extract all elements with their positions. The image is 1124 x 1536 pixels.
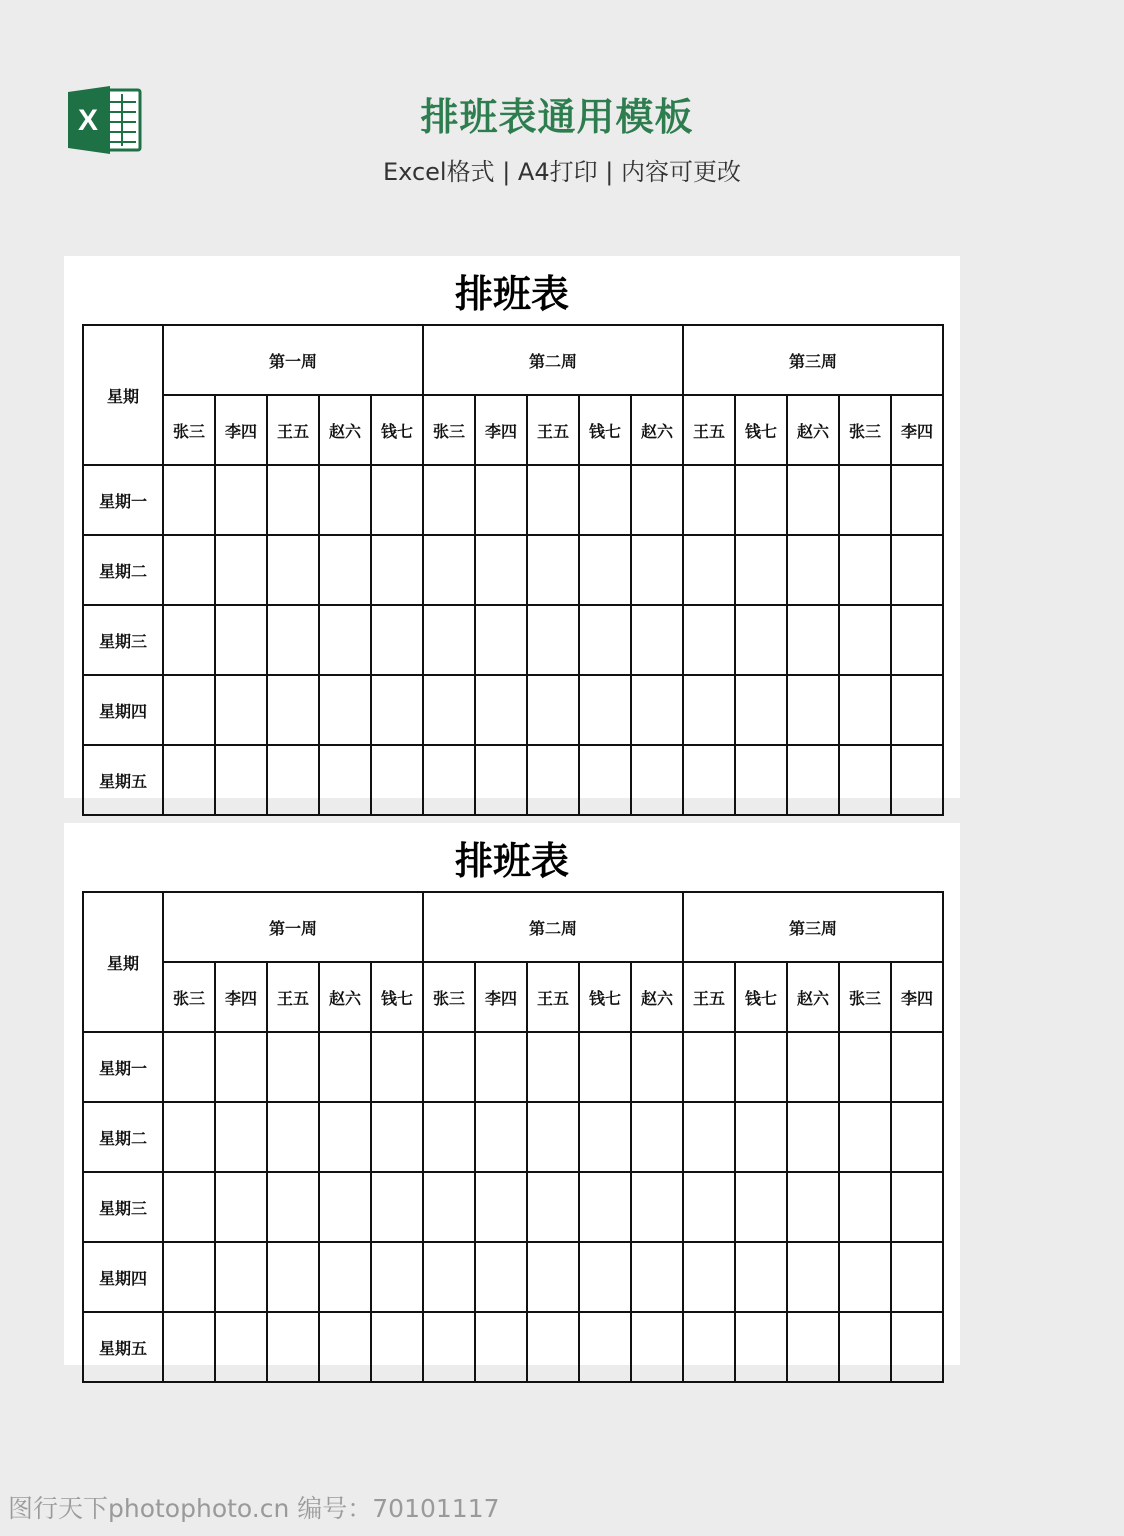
shift-cell[interactable] (267, 1172, 319, 1242)
shift-cell[interactable] (215, 1242, 267, 1312)
shift-cell[interactable] (891, 1242, 943, 1312)
shift-cell[interactable] (527, 1312, 579, 1382)
shift-cell[interactable] (683, 605, 735, 675)
shift-cell[interactable] (163, 465, 215, 535)
shift-cell[interactable] (475, 535, 527, 605)
staff-name-header: 张三 (839, 962, 891, 1032)
shift-cell[interactable] (215, 1312, 267, 1382)
day-label: 星期四 (83, 1242, 163, 1312)
shift-cell[interactable] (215, 535, 267, 605)
shift-cell[interactable] (735, 1172, 787, 1242)
staff-name-header: 赵六 (787, 395, 839, 465)
shift-cell[interactable] (267, 605, 319, 675)
staff-name-header: 王五 (527, 395, 579, 465)
shift-cell[interactable] (475, 1242, 527, 1312)
staff-name-header: 王五 (267, 395, 319, 465)
shift-cell[interactable] (527, 465, 579, 535)
shift-cell[interactable] (319, 1102, 371, 1172)
shift-cell[interactable] (319, 1172, 371, 1242)
shift-cell[interactable] (787, 535, 839, 605)
table-row (83, 675, 943, 745)
staff-name-header: 李四 (215, 962, 267, 1032)
shift-cell[interactable] (163, 605, 215, 675)
shift-cell[interactable] (163, 1312, 215, 1382)
day-label: 星期四 (83, 675, 163, 745)
shift-cell[interactable] (215, 745, 267, 815)
shift-cell[interactable] (527, 745, 579, 815)
shift-cell[interactable] (579, 605, 631, 675)
shift-cell[interactable] (891, 675, 943, 745)
shift-cell[interactable] (579, 1102, 631, 1172)
shift-cell[interactable] (839, 605, 891, 675)
shift-cell[interactable] (475, 1102, 527, 1172)
day-label: 星期二 (83, 1102, 163, 1172)
shift-cell[interactable] (267, 1312, 319, 1382)
shift-cell[interactable] (839, 1242, 891, 1312)
shift-cell[interactable] (319, 745, 371, 815)
shift-cell[interactable] (579, 535, 631, 605)
shift-cell[interactable] (787, 1242, 839, 1312)
shift-cell[interactable] (475, 605, 527, 675)
table-row (83, 1032, 943, 1102)
shift-cell[interactable] (163, 745, 215, 815)
shift-cell[interactable] (683, 745, 735, 815)
staff-name-header: 钱七 (371, 962, 423, 1032)
shift-cell[interactable] (371, 1172, 423, 1242)
schedule-table (82, 891, 944, 1383)
watermark-text: 图行天下photophoto.cn 编号：70101117 (8, 1494, 500, 1523)
shift-cell[interactable] (683, 1172, 735, 1242)
page-subtitle: Excel格式 | A4打印 | 内容可更改 (383, 158, 741, 186)
shift-cell[interactable] (527, 675, 579, 745)
shift-cell[interactable] (683, 535, 735, 605)
shift-cell[interactable] (163, 535, 215, 605)
shift-cell[interactable] (579, 1312, 631, 1382)
shift-cell[interactable] (215, 605, 267, 675)
shift-cell[interactable] (579, 675, 631, 745)
week-header: 第一周 (163, 325, 423, 395)
page-title: 排班表通用模板 (420, 95, 694, 139)
shift-cell[interactable] (267, 1102, 319, 1172)
shift-cell[interactable] (371, 675, 423, 745)
shift-cell[interactable] (163, 675, 215, 745)
shift-cell[interactable] (527, 1242, 579, 1312)
shift-cell[interactable] (163, 1242, 215, 1312)
staff-name-header: 赵六 (631, 962, 683, 1032)
shift-cell[interactable] (839, 1032, 891, 1102)
schedule-sheet-2 (64, 823, 960, 1365)
table-row (83, 1242, 943, 1312)
week-header: 第三周 (683, 892, 943, 962)
shift-cell[interactable] (267, 675, 319, 745)
shift-cell[interactable] (735, 1102, 787, 1172)
shift-cell[interactable] (787, 1312, 839, 1382)
shift-cell[interactable] (631, 1172, 683, 1242)
week-header: 第二周 (423, 892, 683, 962)
day-label: 星期二 (83, 535, 163, 605)
shift-cell[interactable] (475, 675, 527, 745)
shift-cell[interactable] (163, 1032, 215, 1102)
schedule-table-wrap (82, 324, 942, 791)
day-label: 星期三 (83, 1172, 163, 1242)
shift-cell[interactable] (423, 1172, 475, 1242)
staff-name-header: 王五 (527, 962, 579, 1032)
staff-name-header: 赵六 (787, 962, 839, 1032)
staff-name-header: 钱七 (371, 395, 423, 465)
day-label: 星期五 (83, 745, 163, 815)
shift-cell[interactable] (631, 1032, 683, 1102)
shift-cell[interactable] (839, 1312, 891, 1382)
shift-cell[interactable] (631, 605, 683, 675)
shift-cell[interactable] (891, 465, 943, 535)
shift-cell[interactable] (371, 1242, 423, 1312)
shift-cell[interactable] (787, 465, 839, 535)
shift-cell[interactable] (423, 535, 475, 605)
staff-name-header: 赵六 (319, 962, 371, 1032)
shift-cell[interactable] (735, 1242, 787, 1312)
shift-cell[interactable] (371, 605, 423, 675)
shift-cell[interactable] (839, 535, 891, 605)
sheet-title: 排班表 (454, 839, 569, 883)
shift-cell[interactable] (423, 1032, 475, 1102)
staff-name-header: 李四 (215, 395, 267, 465)
shift-cell[interactable] (683, 1312, 735, 1382)
shift-cell[interactable] (423, 675, 475, 745)
shift-cell[interactable] (579, 1032, 631, 1102)
shift-cell[interactable] (683, 1032, 735, 1102)
staff-name-header: 王五 (683, 962, 735, 1032)
shift-cell[interactable] (527, 605, 579, 675)
week-header: 第一周 (163, 892, 423, 962)
week-header: 第二周 (423, 325, 683, 395)
shift-cell[interactable] (735, 535, 787, 605)
shift-cell[interactable] (891, 535, 943, 605)
shift-cell[interactable] (371, 745, 423, 815)
shift-cell[interactable] (839, 1172, 891, 1242)
shift-cell[interactable] (267, 745, 319, 815)
shift-cell[interactable] (527, 1032, 579, 1102)
shift-cell[interactable] (787, 1032, 839, 1102)
shift-cell[interactable] (579, 745, 631, 815)
staff-name-header: 李四 (475, 395, 527, 465)
shift-cell[interactable] (891, 745, 943, 815)
shift-cell[interactable] (839, 1102, 891, 1172)
shift-cell[interactable] (735, 1312, 787, 1382)
schedule-table-wrap (82, 891, 942, 1358)
shift-cell[interactable] (579, 465, 631, 535)
day-column-header: 星期 (83, 325, 163, 465)
shift-cell[interactable] (215, 1102, 267, 1172)
shift-cell[interactable] (631, 1312, 683, 1382)
shift-cell[interactable] (215, 1032, 267, 1102)
shift-cell[interactable] (735, 605, 787, 675)
staff-name-header: 李四 (891, 962, 943, 1032)
staff-name-header: 王五 (267, 962, 319, 1032)
shift-cell[interactable] (683, 465, 735, 535)
sheet-title: 排班表 (454, 272, 569, 316)
shift-cell[interactable] (475, 1172, 527, 1242)
staff-name-header: 张三 (423, 395, 475, 465)
shift-cell[interactable] (423, 745, 475, 815)
shift-cell[interactable] (891, 1102, 943, 1172)
shift-cell[interactable] (475, 465, 527, 535)
day-label: 星期一 (83, 465, 163, 535)
shift-cell[interactable] (787, 605, 839, 675)
table-row (83, 1102, 943, 1172)
shift-cell[interactable] (735, 745, 787, 815)
staff-name-header: 王五 (683, 395, 735, 465)
shift-cell[interactable] (163, 1172, 215, 1242)
shift-cell[interactable] (423, 465, 475, 535)
schedule-table (82, 324, 944, 816)
shift-cell[interactable] (787, 745, 839, 815)
logo-letter: X (77, 104, 99, 137)
shift-cell[interactable] (631, 535, 683, 605)
staff-name-header: 张三 (839, 395, 891, 465)
shift-cell[interactable] (371, 1312, 423, 1382)
day-label: 星期一 (83, 1032, 163, 1102)
staff-name-header: 钱七 (579, 395, 631, 465)
shift-cell[interactable] (319, 465, 371, 535)
shift-cell[interactable] (787, 675, 839, 745)
day-label: 星期三 (83, 605, 163, 675)
shift-cell[interactable] (631, 745, 683, 815)
shift-cell[interactable] (631, 675, 683, 745)
shift-cell[interactable] (371, 1032, 423, 1102)
shift-cell[interactable] (527, 535, 579, 605)
shift-cell[interactable] (891, 1172, 943, 1242)
shift-cell[interactable] (839, 745, 891, 815)
shift-cell[interactable] (683, 675, 735, 745)
shift-cell[interactable] (735, 1032, 787, 1102)
shift-cell[interactable] (579, 1242, 631, 1312)
shift-cell[interactable] (215, 1172, 267, 1242)
shift-cell[interactable] (319, 1242, 371, 1312)
shift-cell[interactable] (475, 745, 527, 815)
shift-cell[interactable] (787, 1102, 839, 1172)
staff-name-header: 张三 (163, 962, 215, 1032)
table-row (83, 745, 943, 815)
table-row (83, 1312, 943, 1382)
staff-name-header: 钱七 (579, 962, 631, 1032)
shift-cell[interactable] (475, 1032, 527, 1102)
staff-name-header: 赵六 (319, 395, 371, 465)
shift-cell[interactable] (735, 465, 787, 535)
shift-cell[interactable] (631, 465, 683, 535)
shift-cell[interactable] (579, 1172, 631, 1242)
shift-cell[interactable] (527, 1102, 579, 1172)
shift-cell[interactable] (423, 1242, 475, 1312)
shift-cell[interactable] (891, 605, 943, 675)
table-row (83, 1172, 943, 1242)
staff-name-header: 李四 (475, 962, 527, 1032)
shift-cell[interactable] (215, 675, 267, 745)
shift-cell[interactable] (891, 1032, 943, 1102)
shift-cell[interactable] (631, 1102, 683, 1172)
shift-cell[interactable] (371, 535, 423, 605)
staff-name-header: 李四 (891, 395, 943, 465)
staff-name-header: 张三 (163, 395, 215, 465)
shift-cell[interactable] (423, 1312, 475, 1382)
staff-name-header: 张三 (423, 962, 475, 1032)
staff-name-header: 赵六 (631, 395, 683, 465)
shift-cell[interactable] (267, 1242, 319, 1312)
day-column-header: 星期 (83, 892, 163, 1032)
shift-cell[interactable] (319, 675, 371, 745)
shift-cell[interactable] (319, 535, 371, 605)
table-row (83, 535, 943, 605)
week-header: 第三周 (683, 325, 943, 395)
shift-cell[interactable] (371, 465, 423, 535)
staff-name-header: 钱七 (735, 395, 787, 465)
shift-cell[interactable] (683, 1102, 735, 1172)
page-header (0, 0, 1024, 230)
shift-cell[interactable] (371, 1102, 423, 1172)
shift-cell[interactable] (163, 1102, 215, 1172)
day-label: 星期五 (83, 1312, 163, 1382)
shift-cell[interactable] (787, 1172, 839, 1242)
shift-cell[interactable] (891, 1312, 943, 1382)
schedule-sheet-1 (64, 256, 960, 798)
shift-cell[interactable] (423, 605, 475, 675)
staff-name-header: 钱七 (735, 962, 787, 1032)
shift-cell[interactable] (215, 465, 267, 535)
shift-cell[interactable] (319, 1032, 371, 1102)
shift-cell[interactable] (423, 1102, 475, 1172)
shift-cell[interactable] (319, 1312, 371, 1382)
shift-cell[interactable] (267, 465, 319, 535)
shift-cell[interactable] (319, 605, 371, 675)
table-row (83, 465, 943, 535)
shift-cell[interactable] (475, 1312, 527, 1382)
shift-cell[interactable] (267, 1032, 319, 1102)
shift-cell[interactable] (735, 675, 787, 745)
shift-cell[interactable] (267, 535, 319, 605)
table-row (83, 605, 943, 675)
shift-cell[interactable] (839, 465, 891, 535)
shift-cell[interactable] (631, 1242, 683, 1312)
shift-cell[interactable] (683, 1242, 735, 1312)
shift-cell[interactable] (839, 675, 891, 745)
shift-cell[interactable] (527, 1172, 579, 1242)
